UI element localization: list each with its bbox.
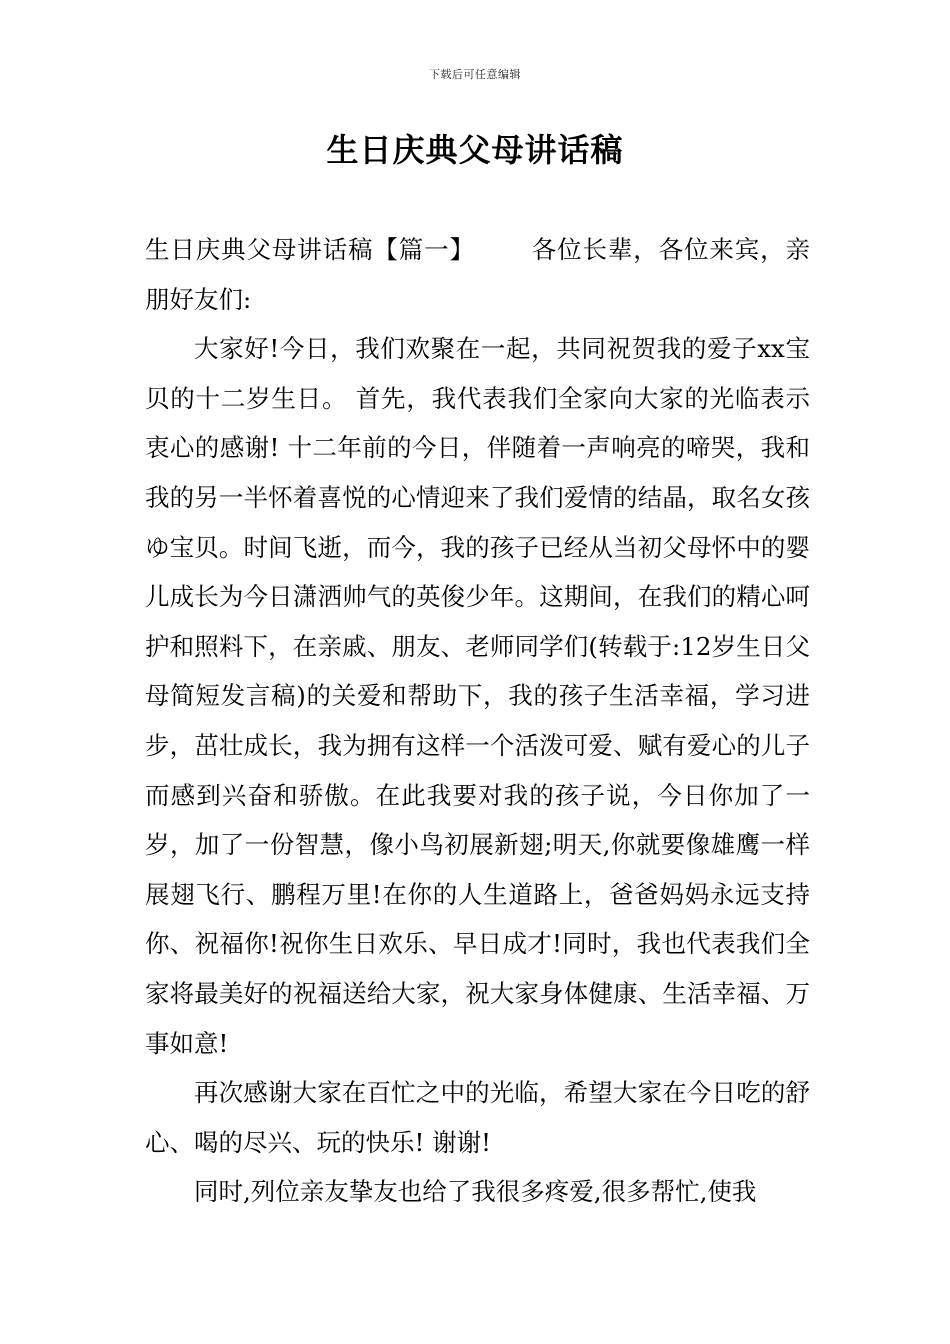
body-paragraph-1: 大家好!今日，我们欢聚在一起，共同祝贺我的爱子xx宝贝的十二岁生日。 首先，我代表我们全家向大家的光临表示衷心的感谢! 十二年前的今日，伴随着一声响亮的啼哭，我和我的另一半怀着喜悦的心情迎来了我们爱情的结晶，取名女孩ゆ宝贝。时间飞逝，而今，我的孩子已经从当初父母怀中的婴儿成长为今日潇洒帅气的英俊少年。这期间，在我们的精心呵护和照料下，在亲戚、朋友、老师同学们(转载于:12岁生日父母简短发言稿)的关爱和帮助下，我的孩子生活幸福，学习进步，茁壮成长，我为拥有这样一个活泼可爱、赋有爱心的儿子而感到兴奋和骄傲。在此我要对我的孩子说，今日你加了一岁，加了一份智慧，像小鸟初展新翅;明天,你就要像雄鹰一样展翅飞行、鹏程万里!在你的人生道路上，爸爸妈妈永远支持你、祝福你!祝你生日欢乐、早日成才!同时，我也代表我们全家将最美好的祝福送给大家，祝大家身体健康、生活幸福、万事如意!	[145, 334, 810, 1058]
header-note: 下载后可任意编辑	[429, 68, 521, 81]
document-body	[145, 225, 810, 1217]
body-paragraph-2: 再次感谢大家在百忙之中的光临，希望大家在今日吃的舒心、喝的尽兴、玩的快乐! 谢谢!	[145, 1078, 810, 1157]
document-title: 生日庆典父母讲话稿	[326, 131, 624, 169]
section-heading: 生日庆典父母讲话稿【篇一】	[145, 235, 475, 264]
body-paragraph-3: 同时,列位亲友挚友也给了我很多疼爱,很多帮忙,使我	[194, 1177, 757, 1207]
opening-paragraph	[145, 225, 810, 324]
salutation: 各位长辈，各位来宾，亲朋好友们:	[145, 235, 810, 314]
